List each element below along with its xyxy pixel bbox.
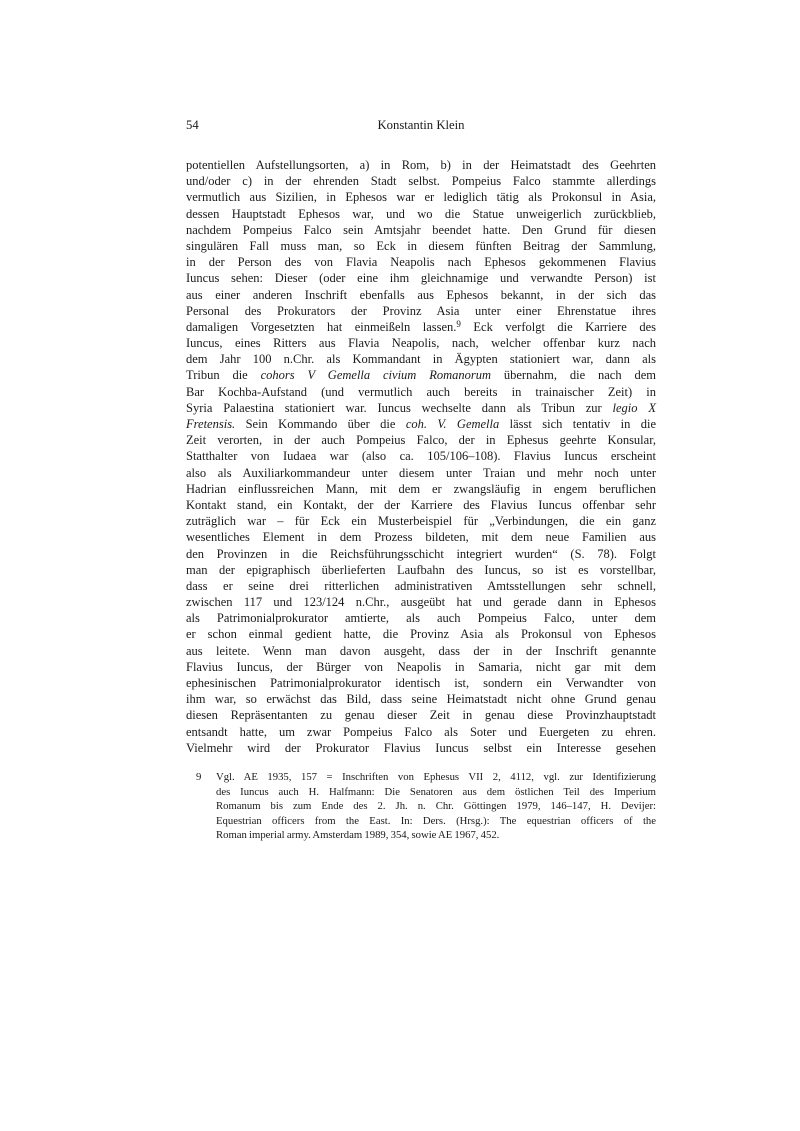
text-line: Flavius Iuncus, der Bürger von Neapolis in Samaria, nicht gar mit dem xyxy=(186,659,656,674)
text-line: als Patrimonialprokurator amtierte, als auch Pompeius Falco, unter dem xyxy=(186,611,656,626)
footnote-number: 9 xyxy=(196,771,202,783)
text-line: Iuncus sehen: Dieser (oder eine ihm gleichnamige und verwandte Person) ist xyxy=(186,271,656,286)
text-line: aus einer anderen Inschrift ebenfalls aus Ephesos bekannt, in der sich das xyxy=(186,287,656,302)
page-header xyxy=(186,117,656,133)
text-line: zwischen 117 und 123/124 n.Chr., ausgeübt hat und gerade dann in Ephesos xyxy=(186,595,656,610)
running-head: Konstantin Klein xyxy=(377,118,465,132)
text-line: Personal des Prokurators der Provinz Asia unter einer Ehrenstatue ihres xyxy=(186,303,656,318)
footnote-line: Equestrian officers from the East. In: Ders. (Hrsg.): The equestrian officers of the xyxy=(216,814,656,827)
text-line: Syria Palaestina stationiert war. Iuncus wechselte dann als Tribun zur legio X xyxy=(186,400,656,415)
text-line: er schon einmal gedient hatte, die Provinz Asia als Prokonsul von Ephesos xyxy=(186,627,656,642)
text-line: Zeit verorten, in der auch Pompeius Falco, der in Ephesus geehrte Konsular, xyxy=(186,433,656,448)
text-line: Iuncus, eines Ritters aus Flavia Neapolis, nach, welcher offenbar kurz nach xyxy=(186,336,656,351)
text-line: Vielmehr wird der Prokurator Flavius Iuncus selbst ein Interesse gesehen xyxy=(186,740,656,755)
footnote-line: Vgl. AE 1935, 157 = Inschriften von Ephesus VII 2, 4112, vgl. zur Identifizierung xyxy=(216,771,656,783)
text-line: vermutlich aus Sizilien, in Ephesos war er lediglich tätig als Prokonsul in Asia, xyxy=(186,190,656,205)
text-line: Kontakt stand, ein Kontakt, der der Karriere des Flavius Iuncus offenbar sehr xyxy=(186,497,656,512)
text-line: entsandt hatte, um zwar Pompeius Falco als Soter und Euergeten zu ehren. xyxy=(186,724,656,739)
text-line: den Provinzen in die Reichsführungsschicht integriert wurden“ (S. 78). Folgt xyxy=(186,546,656,561)
text-line: Bar Kochba-Aufstand (und vermutlich auch bereits in trainaischer Zeit) in xyxy=(186,384,656,399)
text-line: singulären Fall muss man, so Eck in diesem fünften Beitrag der Sammlung, xyxy=(186,238,656,253)
text-line: ephesinischen Patrimonialprokurator identisch ist, sondern ein Verwandter von xyxy=(186,676,656,690)
body-text xyxy=(186,157,656,756)
text-line: Tribun die cohors V Gemella civium Romanorum übernahm, die nach dem xyxy=(186,368,657,383)
text-line: dessen Hauptstadt Ephesos war, und wo die Statue unweigerlich zurückblieb, xyxy=(186,206,656,221)
text-line: dass er seine drei ritterlichen administrativen Amtsstellungen sehr schnell, xyxy=(186,578,656,593)
text-line: nachdem Pompeius Falco sein Amtsjahr beendet hatte. Den Grund für diesen xyxy=(186,222,656,237)
text-line: Fretensis. Sein Kommando über die coh. V. Gemella lässt sich tentativ in die xyxy=(186,417,657,431)
text-line: dem Jahr 100 n.Chr. als Kommandant in Ägypten stationiert war, dann als xyxy=(186,352,656,367)
text-line: damaligen Vorgesetzten hat einmeißeln lassen.$^9$ Eck verfolgt die Karriere des xyxy=(186,318,656,334)
text-line: potentiellen Aufstellungsorten, a) in Rom, b) in der Heimatstadt des Geehrten xyxy=(186,158,656,172)
footnote-line: Roman imperial army. Amsterdam 1989, 354, sowie AE 1967, 452. xyxy=(216,829,500,841)
text-line: man der epigraphisch überlieferten Laufbahn des Iuncus, so ist es vorstellbar, xyxy=(186,562,656,577)
text-line: in der Person des von Flavia Neapolis nach Ephesos gekommenen Flavius xyxy=(186,255,656,270)
page-number: 54 xyxy=(186,118,199,132)
footnote-reference: 9 xyxy=(456,318,461,329)
text-line: zuträglich war – für Eck ein Musterbeispiel für „Verbindungen, die ein ganz xyxy=(186,514,656,529)
footnote-section xyxy=(186,770,656,843)
footnote-line: des Iuncus auch H. Halfmann: Die Senatoren aus dem östlichen Teil des Imperium xyxy=(216,785,656,798)
text-line: und/oder c) in der ehrenden Stadt selbst. Pompeius Falco stammte allerdings xyxy=(186,174,656,189)
text-line: aus leitete. Wenn man davon ausgeht, dass der in der Inschrift genannte xyxy=(186,643,656,658)
text-line: Statthalter von Iudaea war (also ca. 105/106–108). Flavius Iuncus erscheint xyxy=(186,449,656,464)
text-line: diesen Repräsentanten zu genau dieser Zeit in genau diese Provinzhauptstadt xyxy=(186,708,656,723)
footnote-line: Romanum bis zum Ende des 2. Jh. n. Chr. Göttingen 1979, 146–147, H. Devijer: xyxy=(216,800,656,812)
text-line: also als Auxiliarkommandeur unter diesem unter Traian und mehr noch unter xyxy=(186,465,656,480)
footnote-text xyxy=(216,770,656,843)
text-line: Hadrian einflussreichen Mann, mit dem er zwangsläufig in engem beruflichen xyxy=(186,481,656,496)
text-line: ihm war, so erwächst das Bild, dass seine Heimatstadt nicht ohne Grund genau xyxy=(186,692,656,707)
text-line: wesentliches Element in dem Prozess bildeten, mit dem neue Familien aus xyxy=(186,530,656,545)
